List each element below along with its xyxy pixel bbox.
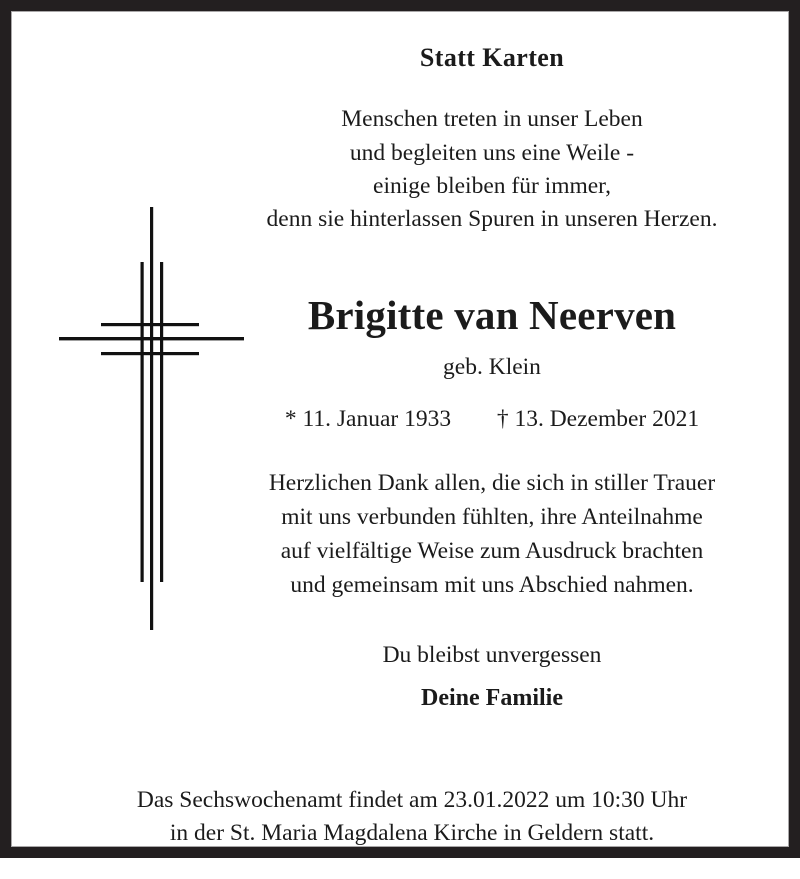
obituary-inner-border [11, 11, 789, 847]
poem-line-2: und begleiten uns eine Weile - [349, 139, 635, 166]
obituary-content [202, 26, 782, 714]
closing-line: Du bleibst unvergessen [382, 642, 602, 669]
maiden-name: geb. Klein [443, 353, 541, 380]
thanks-line-4: und gemeinsam mit uns Abschied nahmen. [290, 571, 694, 598]
birth-date: * 11. Januar 1933 [284, 405, 452, 432]
heading-statt-karten: Statt Karten [419, 43, 565, 72]
footer-line-2: in der St. Maria Magdalena Kirche in Geldern statt. [169, 820, 655, 847]
signature-deine-familie: Deine Familie [421, 684, 563, 711]
death-date: † 13. Dezember 2021 [496, 405, 700, 432]
footer-line-1: Das Sechswochenamt findet am 23.01.2022 um 10:30 Uhr [136, 787, 688, 813]
memorial-poem [202, 103, 782, 236]
thanks-line-3: auf vielfältige Weise zum Ausdruck brachten [280, 537, 704, 564]
poem-line-1: Menschen treten in unser Leben [341, 106, 643, 133]
deceased-name: Brigitte van Neerven [307, 291, 677, 338]
thanks-line-1: Herzlichen Dank allen, die sich in stiller Trauer [268, 470, 716, 497]
poem-line-4: denn sie hinterlassen Spuren in unseren Herzen. [266, 206, 718, 233]
thanks-line-2: mit uns verbunden fühlten, ihre Anteilnahme [281, 503, 703, 530]
poem-line-3: einige bleiben für immer, [373, 172, 611, 199]
thanks-paragraph [202, 467, 782, 602]
service-announcement [24, 784, 800, 851]
life-dates [202, 405, 782, 433]
